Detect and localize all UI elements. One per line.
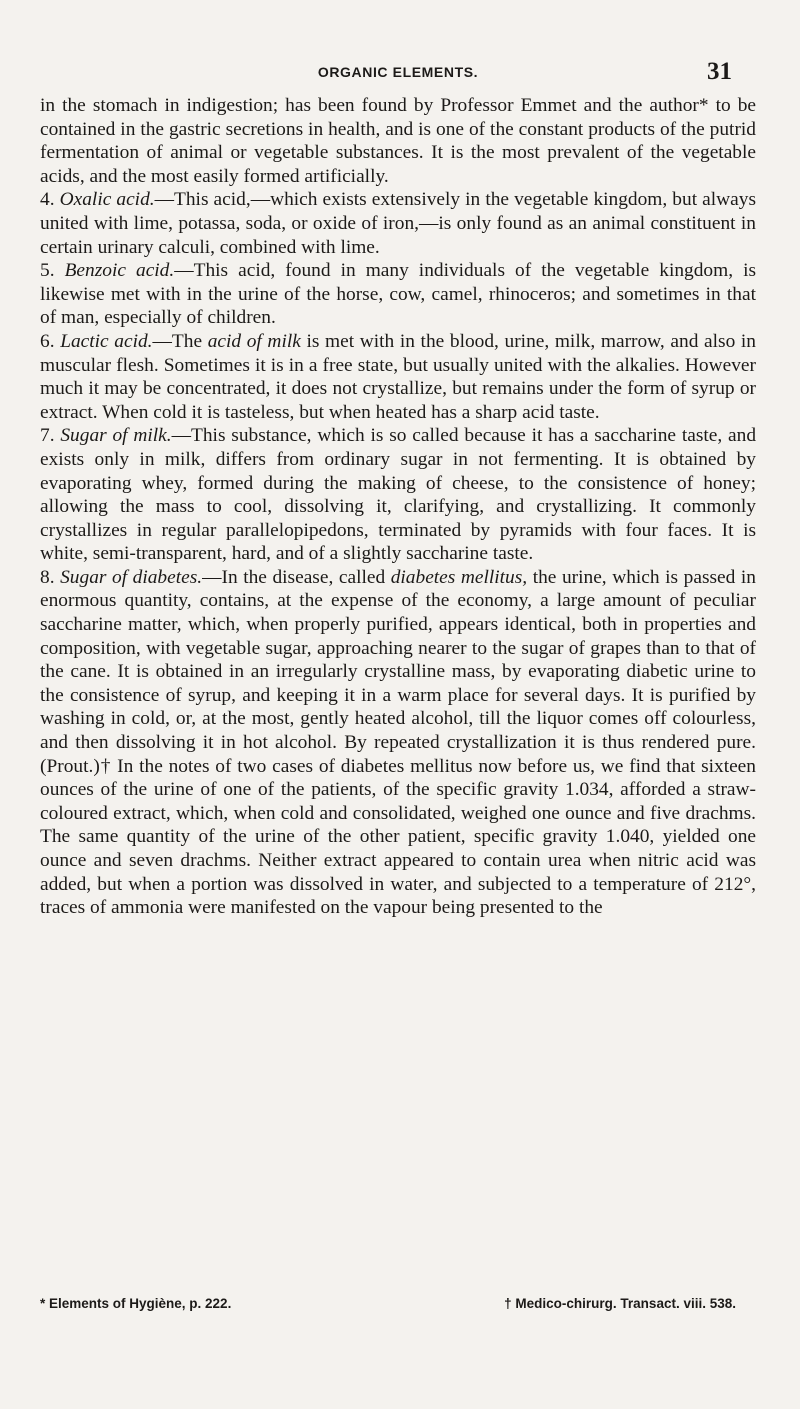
- section-text: —This substance, which is so called because it has a saccharine taste, and exists only in milk, differs from ordinary sugar in not fermenting. It is obtained by evaporating whey, formed during the making of cheese, to the consistence of honey; allowing the mass to cool, dissolving it, clarifying, and crystallizing. It commonly crystallizes in regular parallelopipedons, terminated by pyramids with four faces. It is white, semi-transparent, hard, and of a slightly saccharine taste.: [40, 425, 757, 565]
- section-text: —The: [152, 330, 208, 352]
- footnote-2: † Medico-chirurg. Transact. viii. 538.: [504, 1296, 736, 1311]
- section-number: 7.: [40, 425, 61, 447]
- running-title: ORGANIC ELEMENTS.: [317, 64, 479, 80]
- page-number: 31: [707, 58, 732, 85]
- section-text: the urine, which is passed in enormous quantity, contains, at the expense of the economy, a large amount of peculiar saccharine matter, which, when properly purified, appears identical, both in properties and composition, with vegetable sugar, approaching nearer to the sugar of grapes than to that of the cane. It is obtained in an irregularly crystalline mass, by evaporating diabetic urine to the consistence of syrup, and keeping it in a warm place for several days. It is purified by washing in cold, or, at the most, gently heated alcohol, till the liquor comes off colourless, and then dissolving it in hot alcohol. By repeated crystallization it is thus rendered pure. (Prout.)† In the notes of two cases of diabetes mellitus now before us, we find that sixteen ounces of the urine of one of the patients, of the specific gravity 1.034, afforded a straw-coloured extract, which, when cold and consolidated, weighed one ounce and five drachms. The same quantity of the urine of the other patient, specific gravity 1.040, yielded one ounce and seven drachms. Neither extract appeared to contain urea when nitric acid was added, but when a portion was dissolved in water, and subjected to a temperature of 212°, traces of ammonia were manifested on the vapour being presented to the: [40, 566, 756, 919]
- body-text: [40, 94, 756, 920]
- section-heading: Oxalic acid.: [59, 189, 155, 211]
- section-italic-term: diabetes mellitus,: [390, 566, 528, 588]
- section-benzoic-acid: [40, 259, 756, 330]
- section-number: 8.: [40, 566, 61, 588]
- section-text: —This acid,—which exists extensively in the vegetable kingdom, but always united with lime, potassa, soda, or oxide of iron,—is only found as an animal constituent in certain urinary calculi, combined with lime.: [40, 189, 756, 258]
- footnotes: [40, 1296, 756, 1311]
- section-heading: Lactic acid.: [60, 330, 153, 352]
- section-number: 6.: [40, 330, 61, 352]
- section-heading: Benzoic acid.: [64, 260, 175, 282]
- section-heading: Sugar of milk.: [60, 425, 172, 447]
- section-number: 4.: [40, 189, 60, 211]
- section-sugar-of-diabetes: [40, 566, 756, 920]
- section-text: is met with in the blood, urine, milk, marrow, and also in muscular flesh. Sometimes it is in a free state, but usually united with the alkalies. However much it may be concentrated, it does not crystallize, but remains under the form of syrup or extract. When cold it is tasteless, but when heated has a sharp acid taste.: [40, 330, 756, 423]
- footnote-1: * Elements of Hygiène, p. 222.: [40, 1296, 232, 1311]
- section-heading: Sugar of diabetes.: [60, 566, 203, 588]
- running-head: [40, 58, 756, 84]
- section-lactic-acid: [40, 330, 756, 424]
- section-oxalic-acid: [40, 188, 756, 259]
- section-text: —In the disease, called: [202, 566, 391, 588]
- paragraph-continuation: in the stomach in indigestion; has been found by Professor Emmet and the author* to be contained in the gastric secretions in health, and is one of the constant products of the putrid fermentation of animal or vegetable substances. It is the most prevalent of the vegetable acids, and the most easily formed artificially.: [40, 95, 756, 187]
- section-number: 5.: [40, 260, 65, 282]
- section-text: —This acid, found in many individuals of the vegetable kingdom, is likewise met with in the urine of the horse, cow, camel, rhinoceros; and sometimes in that of man, especially of children.: [40, 260, 757, 329]
- section-sugar-of-milk: [40, 424, 756, 566]
- section-italic-term: acid of milk: [207, 330, 301, 352]
